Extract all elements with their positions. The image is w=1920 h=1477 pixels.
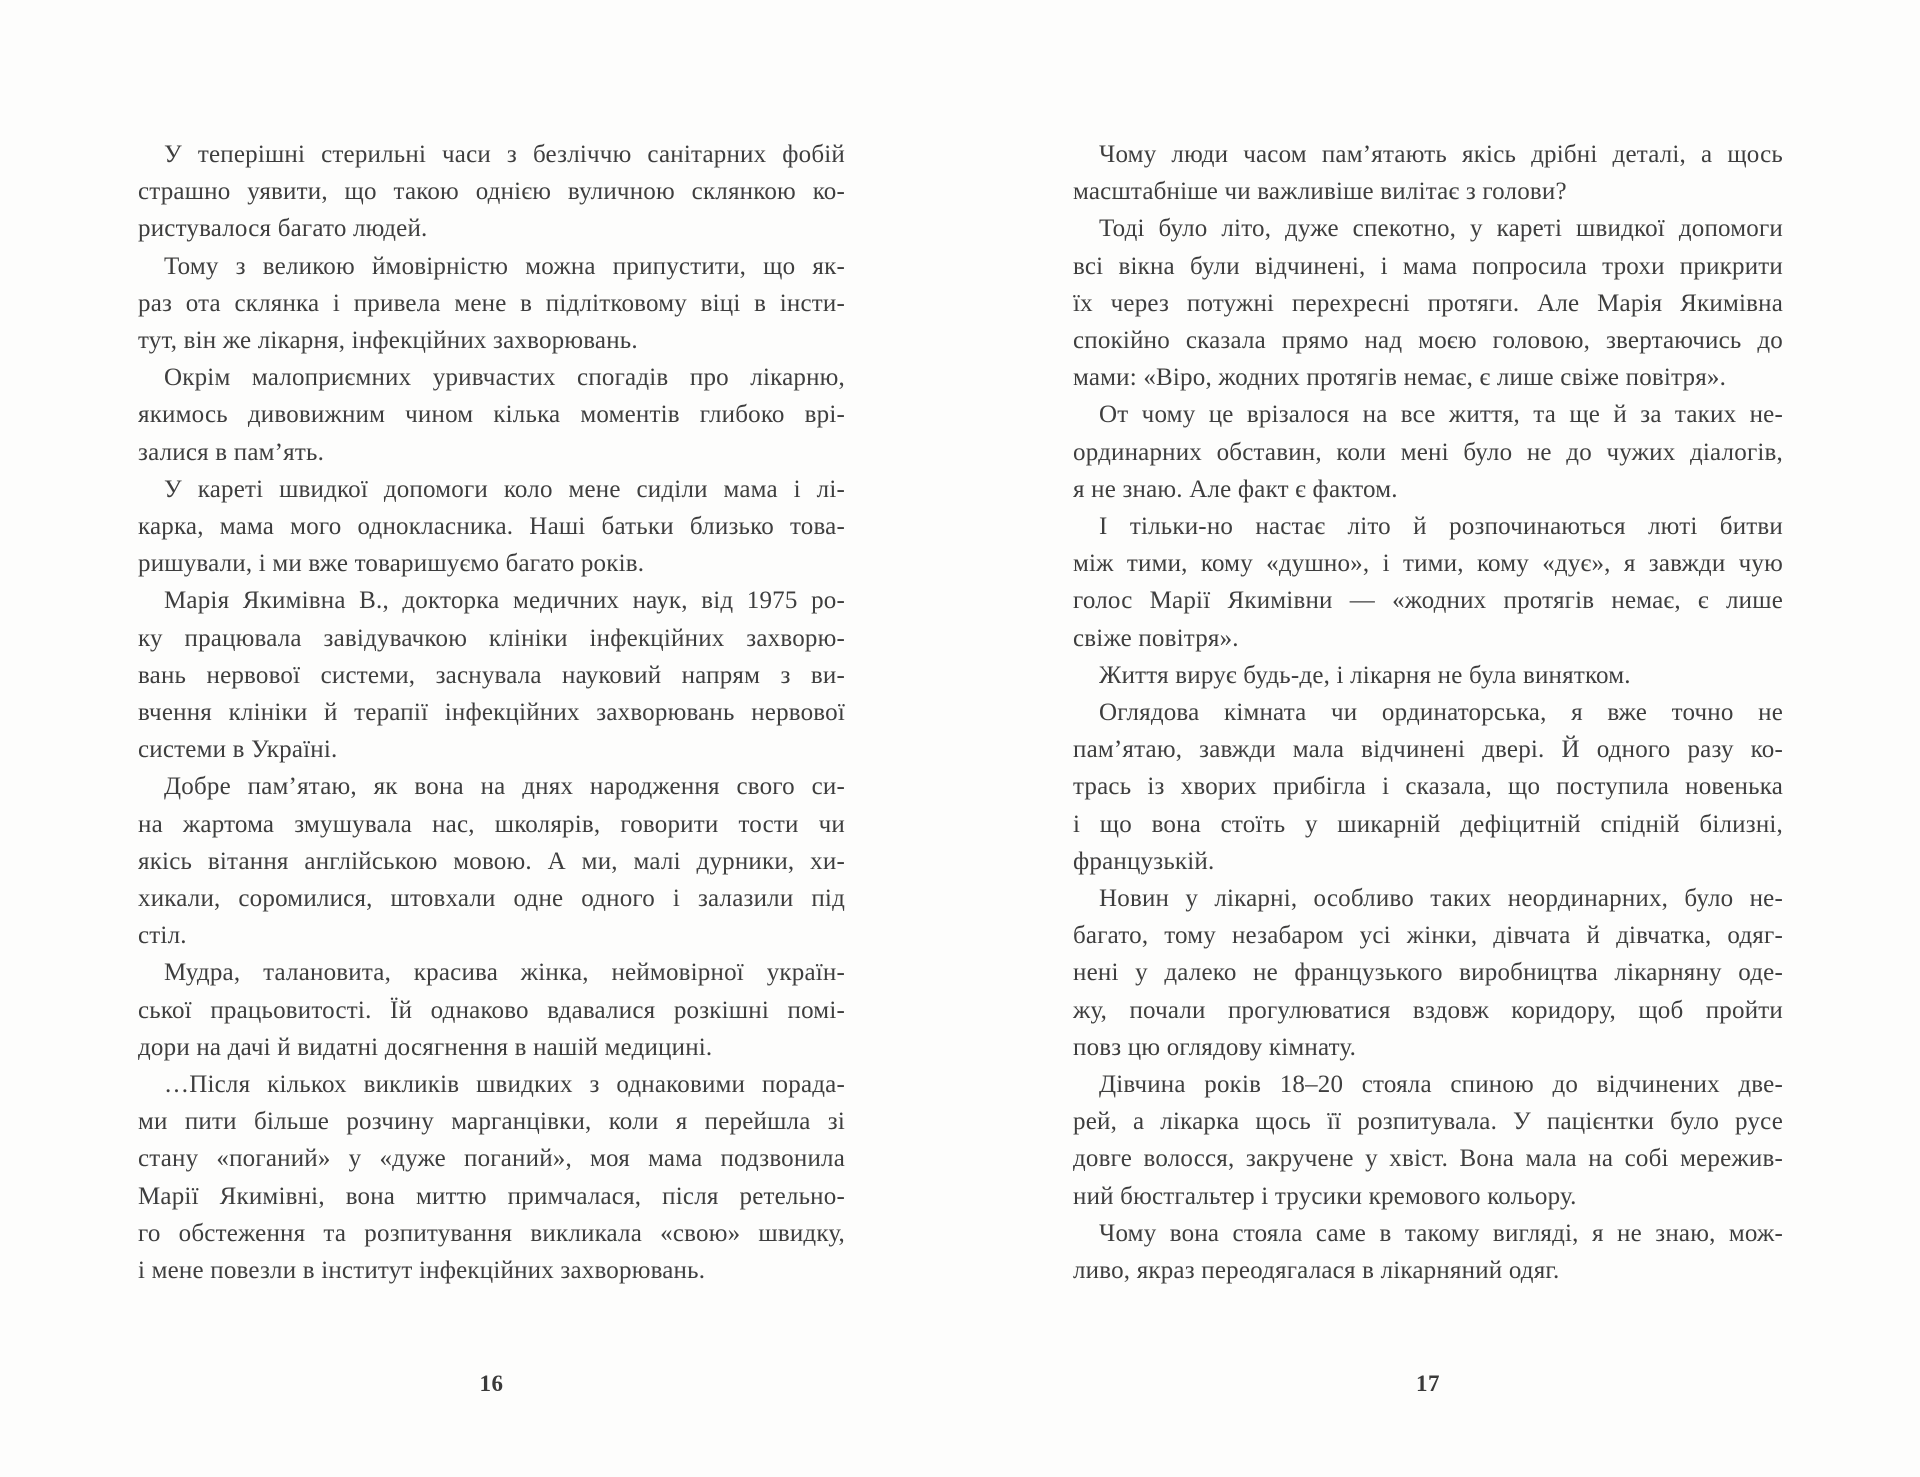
text-line: От чому це врізалося на все життя, та ще й за таких не- <box>1099 401 1783 429</box>
text-line: тут, він же лікарня, інфекційних захворювань. <box>138 327 638 355</box>
text-line: залися в пам’ять. <box>138 438 325 466</box>
text-line: Окрім малоприємних уривчастих спогадів про лікарню, <box>164 364 845 392</box>
text-line: і мене повезли в інститут інфекційних захворювань. <box>138 1257 706 1285</box>
text-line: якісь вітання англійською мовою. А ми, малі дурники, хи- <box>138 847 845 875</box>
text-line: мами: «Віро, жодних протягів немає, є лише свіже повітря». <box>1073 364 1727 392</box>
text-line: І тільки-но настає літо й розпочинаються люті битви <box>1099 513 1783 541</box>
paragraph <box>138 248 845 360</box>
text-line: раз ота склянка і привела мене в підлітковому віці в інсти- <box>138 289 845 317</box>
paragraph <box>1073 136 1783 210</box>
left-page-text-column <box>138 136 845 1289</box>
text-line: вань нервової системи, заснувала науковий напрям з ви- <box>138 661 845 689</box>
text-line: вчення клініки й терапії інфекційних захворювань нервової <box>138 699 845 727</box>
text-line: рей, а лікарка щось її розпитувала. У пацієнтки було русе <box>1073 1108 1783 1136</box>
text-line: масштабніше чи важливіше вилітає з голови? <box>1073 178 1567 206</box>
text-line: трась із хворих прибігла і сказала, що поступила новенька <box>1073 773 1783 801</box>
paragraph <box>1073 1066 1783 1215</box>
paragraph <box>138 1066 845 1289</box>
text-line: Життя вирує будь-де, і лікарня не була винятком. <box>1099 661 1631 689</box>
text-line: ської працьовитості. Їй однаково вдавалися розкішні помі- <box>138 996 845 1024</box>
paragraph <box>1073 657 1783 694</box>
text-line: Мудра, талановита, красива жінка, неймовірної україн- <box>164 959 845 987</box>
paragraph <box>1073 210 1783 396</box>
text-line: нені у далеко не французького виробництва лікарняну оде- <box>1073 959 1783 987</box>
text-line: на жартома змушувала нас, школярів, говорити тости чи <box>138 810 845 838</box>
text-line: стану «поганий» у «дуже поганий», моя мама подзвонила <box>138 1145 845 1173</box>
text-line: ливо, якраз переодягалася в лікарняний одяг. <box>1073 1257 1560 1285</box>
text-line: Дівчина років 18–20 стояла спиною до відчинених две- <box>1099 1071 1783 1099</box>
text-line: карка, мама мого однокласника. Наші батьки близько това- <box>138 513 845 541</box>
text-line: жу, почали прогулюватися вздовж коридору, щоб пройти <box>1073 996 1783 1024</box>
paragraph <box>1073 1215 1783 1289</box>
text-line: багато, тому незабаром усі жінки, дівчата й дівчатка, одяг- <box>1073 922 1783 950</box>
paragraph <box>1073 880 1783 1066</box>
right-page-number: 17 <box>1416 1371 1440 1396</box>
text-line: пам’ятаю, завжди мала відчинені двері. Й одного разу ко- <box>1073 736 1783 764</box>
text-line: спокійно сказала прямо над моєю головою, звертаючись до <box>1073 327 1783 355</box>
text-line: Тоді було літо, дуже спекотно, у кареті швидкої допомоги <box>1099 215 1783 243</box>
text-line: я не знаю. Але факт є фактом. <box>1073 475 1398 503</box>
text-line: якимось дивовижним чином кілька моментів глибоко врі- <box>138 401 845 429</box>
paragraph <box>138 954 845 1066</box>
paragraph <box>1073 508 1783 657</box>
paragraph <box>1073 694 1783 880</box>
text-line: У теперішні стерильні часи з безліччю санітарних фобій <box>164 141 845 168</box>
text-line: дори на дачі й видатні досягнення в нашій медицині. <box>138 1033 713 1061</box>
text-line: страшно уявити, що такою однією вуличною склянкою ко- <box>138 178 845 206</box>
text-line: У кареті швидкої допомоги коло мене сиділи мама і лі- <box>164 475 845 503</box>
text-line: системи в Україні. <box>138 736 338 764</box>
text-line: французькій. <box>1073 847 1215 875</box>
text-line: Добре пам’ятаю, як вона на днях народження свого си- <box>164 773 845 801</box>
text-line: Оглядова кімната чи ординаторська, я вже точно не <box>1099 699 1783 727</box>
text-line: стіл. <box>138 922 187 950</box>
paragraph <box>138 136 845 248</box>
text-line: всі вікна були відчинені, і мама попросила трохи прикрити <box>1073 252 1783 280</box>
text-line: Марії Якимівні, вона миттю примчалася, після ретельно- <box>138 1182 845 1210</box>
text-line: Новин у лікарні, особливо таких неординарних, було не- <box>1099 885 1783 913</box>
paragraph <box>138 582 845 768</box>
text-line: Марія Якимівна В., докторка медичних наук, від 1975 ро- <box>164 587 845 615</box>
text-line: ристувалося багато людей. <box>138 215 428 243</box>
text-line: їх через потужні перехресні протяги. Але Марія Якимівна <box>1073 289 1783 317</box>
paragraph <box>138 471 845 583</box>
text-line: го обстеження та розпитування викликала «свою» швидку, <box>138 1219 845 1247</box>
text-line: ришували, і ми вже товаришуємо багато років. <box>138 550 645 578</box>
text-line: Чому люди часом пам’ятають якісь дрібні деталі, а щось <box>1099 141 1783 168</box>
text-line: ний бюстгальтер і трусики кремового кольору. <box>1073 1182 1577 1210</box>
text-line: ми пити більше розчину марганцівки, коли я перейшла зі <box>138 1108 845 1136</box>
text-line: ку працювала завідувачкою клініки інфекційних захворю- <box>138 624 845 652</box>
text-line: свіже повітря». <box>1073 624 1239 652</box>
text-line: довге волосся, закручене у хвіст. Вона мала на собі мережив- <box>1073 1145 1783 1173</box>
text-line: голос Марії Якимівни — «жодних протягів немає, є лише <box>1073 587 1783 615</box>
text-line: Тому з великою ймовірністю можна припустити, що як- <box>164 252 845 280</box>
text-line: ординарних обставин, коли мені було не до чужих діалогів, <box>1073 438 1783 466</box>
text-line: …Після кількох викликів швидких з однаковими порада- <box>164 1071 845 1099</box>
text-line: між тими, кому «душно», і тими, кому «дує», я завжди чую <box>1073 550 1783 578</box>
left-page-number: 16 <box>479 1371 504 1396</box>
text-line: хикали, соромилися, штовхали одне одного і залазили під <box>138 885 845 913</box>
text-line: і що вона стоїть у шикарній дефіцитній спідній білизні, <box>1073 810 1783 838</box>
right-page-text-column <box>1073 136 1783 1289</box>
paragraph <box>138 768 845 954</box>
text-line: повз цю оглядову кімнату. <box>1073 1033 1357 1061</box>
paragraph <box>1073 396 1783 508</box>
paragraph <box>138 359 845 471</box>
text-line: Чому вона стояла саме в такому вигляді, я не знаю, мож- <box>1099 1219 1783 1247</box>
